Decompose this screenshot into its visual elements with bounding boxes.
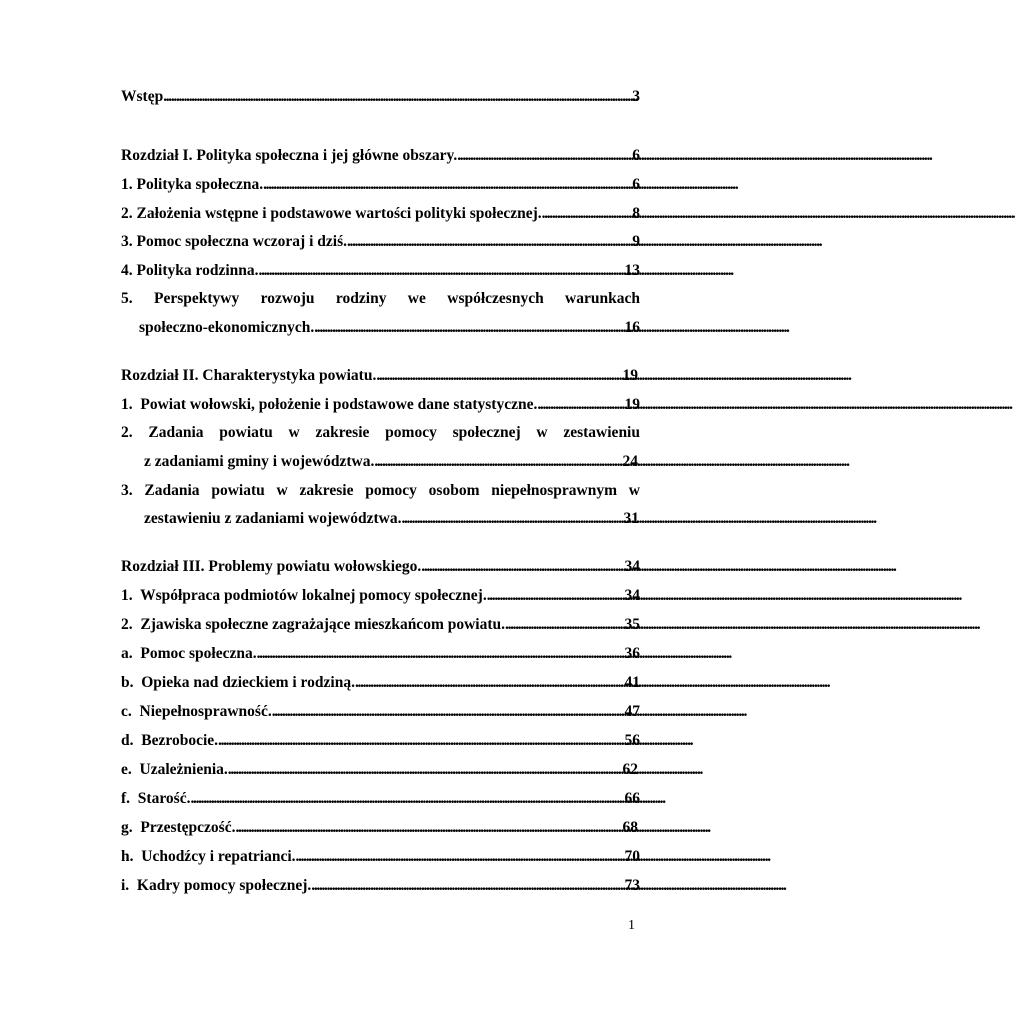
toc-page: 24 — [622, 453, 638, 470]
toc-page: 31 — [623, 510, 639, 527]
toc-leader — [228, 761, 620, 779]
toc-title: g. Przestępczość. — [121, 819, 236, 836]
toc-page: 47 — [624, 703, 640, 720]
toc-title: 3. Pomoc społeczna wczoraj i dziś. — [121, 233, 347, 250]
toc-entry-3-1[interactable] — [121, 587, 640, 605]
toc-title: b. Opieka nad dzieckiem i rodziną. — [121, 674, 355, 691]
toc-page: 36 — [624, 645, 640, 662]
toc-leader — [218, 732, 621, 750]
toc-page: 34 — [624, 558, 640, 575]
toc-title-justified: 3. Zadania powiatu w zakresie pomocy osobom niepełnosprawnym w — [121, 482, 640, 499]
toc-leader — [457, 147, 629, 165]
toc-title-line1 — [121, 424, 640, 442]
toc-leader — [190, 790, 621, 808]
toc-title-line1 — [121, 290, 640, 308]
toc-page: 9 — [632, 233, 640, 250]
toc-page: 16 — [624, 319, 640, 336]
toc-entry-3-d[interactable] — [121, 732, 640, 750]
toc-leader — [314, 319, 621, 337]
toc-page: 66 — [624, 790, 640, 807]
toc-entry-2-2[interactable] — [121, 424, 640, 442]
toc-title: 1. Powiat wołowski, położenie i podstawowe dane statystyczne. — [121, 396, 538, 413]
toc-entry-2-2-cont[interactable] — [144, 453, 638, 471]
toc-entry-chapter-3[interactable] — [121, 558, 640, 576]
toc-entry-3-2[interactable] — [121, 616, 640, 634]
toc-entry-chapter-2[interactable] — [121, 367, 638, 385]
toc-title: Wstęp — [121, 88, 164, 105]
toc-title: e. Uzależnienia. — [121, 761, 228, 778]
toc-entry-3-g[interactable] — [121, 819, 638, 837]
toc-leader — [347, 233, 629, 251]
toc-leader — [263, 176, 629, 194]
toc-leader — [257, 645, 622, 663]
toc-page: 34 — [624, 587, 640, 604]
toc-leader — [376, 367, 619, 385]
toc-leader — [537, 396, 621, 414]
toc-title: 1. Polityka społeczna. — [121, 176, 264, 193]
toc-leader — [235, 819, 619, 837]
toc-page: 68 — [622, 819, 638, 836]
toc-page: 3 — [632, 88, 640, 105]
toc-leader — [355, 674, 622, 692]
toc-entry-wstep[interactable] — [121, 88, 640, 106]
toc-title-line2: zestawieniu z zadaniami województwa. — [144, 510, 402, 527]
toc-title: Rozdział II. Charakterystyka powiatu. — [121, 367, 377, 384]
toc-title: d. Bezrobocie. — [121, 732, 219, 749]
toc-page: 6 — [632, 147, 640, 164]
toc-entry-1-5[interactable] — [121, 290, 640, 308]
toc-entry-2-3[interactable] — [121, 482, 640, 500]
toc-leader — [311, 877, 621, 895]
toc-page: 56 — [624, 732, 640, 749]
toc-entry-1-4[interactable] — [121, 262, 640, 280]
toc-leader — [259, 262, 622, 280]
toc-title: 1. Współpraca podmiotów lokalnej pomocy społecznej. — [121, 587, 487, 604]
toc-title-line1 — [121, 482, 640, 500]
toc-entry-3-h[interactable] — [121, 848, 640, 866]
toc-leader — [374, 453, 619, 471]
toc-title: 2. Zjawiska społeczne zagrażające mieszkańcom powiatu. — [121, 616, 506, 633]
toc-entry-2-3-cont[interactable] — [144, 510, 639, 528]
toc-entry-3-f[interactable] — [121, 790, 640, 808]
toc-entry-2-1[interactable] — [121, 396, 640, 414]
toc-page: 41 — [624, 674, 640, 691]
toc-entry-3-b[interactable] — [121, 674, 640, 692]
toc-entry-1-5-cont[interactable] — [139, 319, 640, 337]
toc-entry-chapter-1[interactable] — [121, 147, 640, 165]
toc-entry-1-1[interactable] — [121, 176, 640, 194]
toc-leader — [163, 88, 629, 106]
toc-title: 4. Polityka rodzinna. — [121, 262, 259, 279]
toc-title: 2. Założenia wstępne i podstawowe wartości polityki społecznej. — [121, 205, 542, 222]
toc-page: 70 — [624, 848, 640, 865]
toc-title: c. Niepełnosprawność. — [121, 703, 272, 720]
toc-leader — [487, 587, 622, 605]
toc-title-justified: 5. Perspektywy rozwoju rodziny we współczesnych warunkach — [121, 290, 640, 307]
toc-title: Rozdział III. Problemy powiatu wołowskiego. — [121, 558, 422, 575]
page-number: 1 — [628, 918, 635, 933]
toc-title: h. Uchodźcy i repatrianci. — [121, 848, 296, 865]
toc-leader — [296, 848, 622, 866]
toc-title: i. Kadry pomocy społecznej. — [121, 877, 312, 894]
toc-title: f. Starość. — [121, 790, 191, 807]
toc-leader — [542, 205, 630, 223]
toc-title-justified: 2. Zadania powiatu w zakresie pomocy społecznej w zestawieniu — [121, 424, 640, 441]
toc-entry-1-3[interactable] — [121, 233, 640, 251]
toc-leader — [401, 510, 620, 528]
toc-leader — [272, 703, 622, 721]
toc-entry-3-i[interactable] — [121, 877, 640, 895]
toc-entry-1-2[interactable] — [121, 205, 640, 223]
toc-entry-3-a[interactable] — [121, 645, 640, 663]
toc-page: 19 — [624, 396, 640, 413]
toc-page: 8 — [632, 205, 640, 222]
toc-leader — [421, 558, 621, 576]
toc-title: a. Pomoc społeczna. — [121, 645, 257, 662]
toc-entry-3-c[interactable] — [121, 703, 640, 721]
toc-leader — [505, 616, 621, 634]
toc-entry-3-e[interactable] — [121, 761, 638, 779]
toc-page: 62 — [622, 761, 638, 778]
toc-title-line2: z zadaniami gminy i województwa. — [144, 453, 375, 470]
toc-page: 6 — [632, 176, 640, 193]
toc-title-line2: społeczno-ekonomicznych. — [139, 319, 315, 336]
toc-page: 13 — [624, 262, 640, 279]
toc-page: 73 — [624, 877, 640, 894]
toc-title: Rozdział I. Polityka społeczna i jej główne obszary. — [121, 147, 458, 164]
toc-page: 35 — [624, 616, 640, 633]
toc-page: 19 — [622, 367, 638, 384]
